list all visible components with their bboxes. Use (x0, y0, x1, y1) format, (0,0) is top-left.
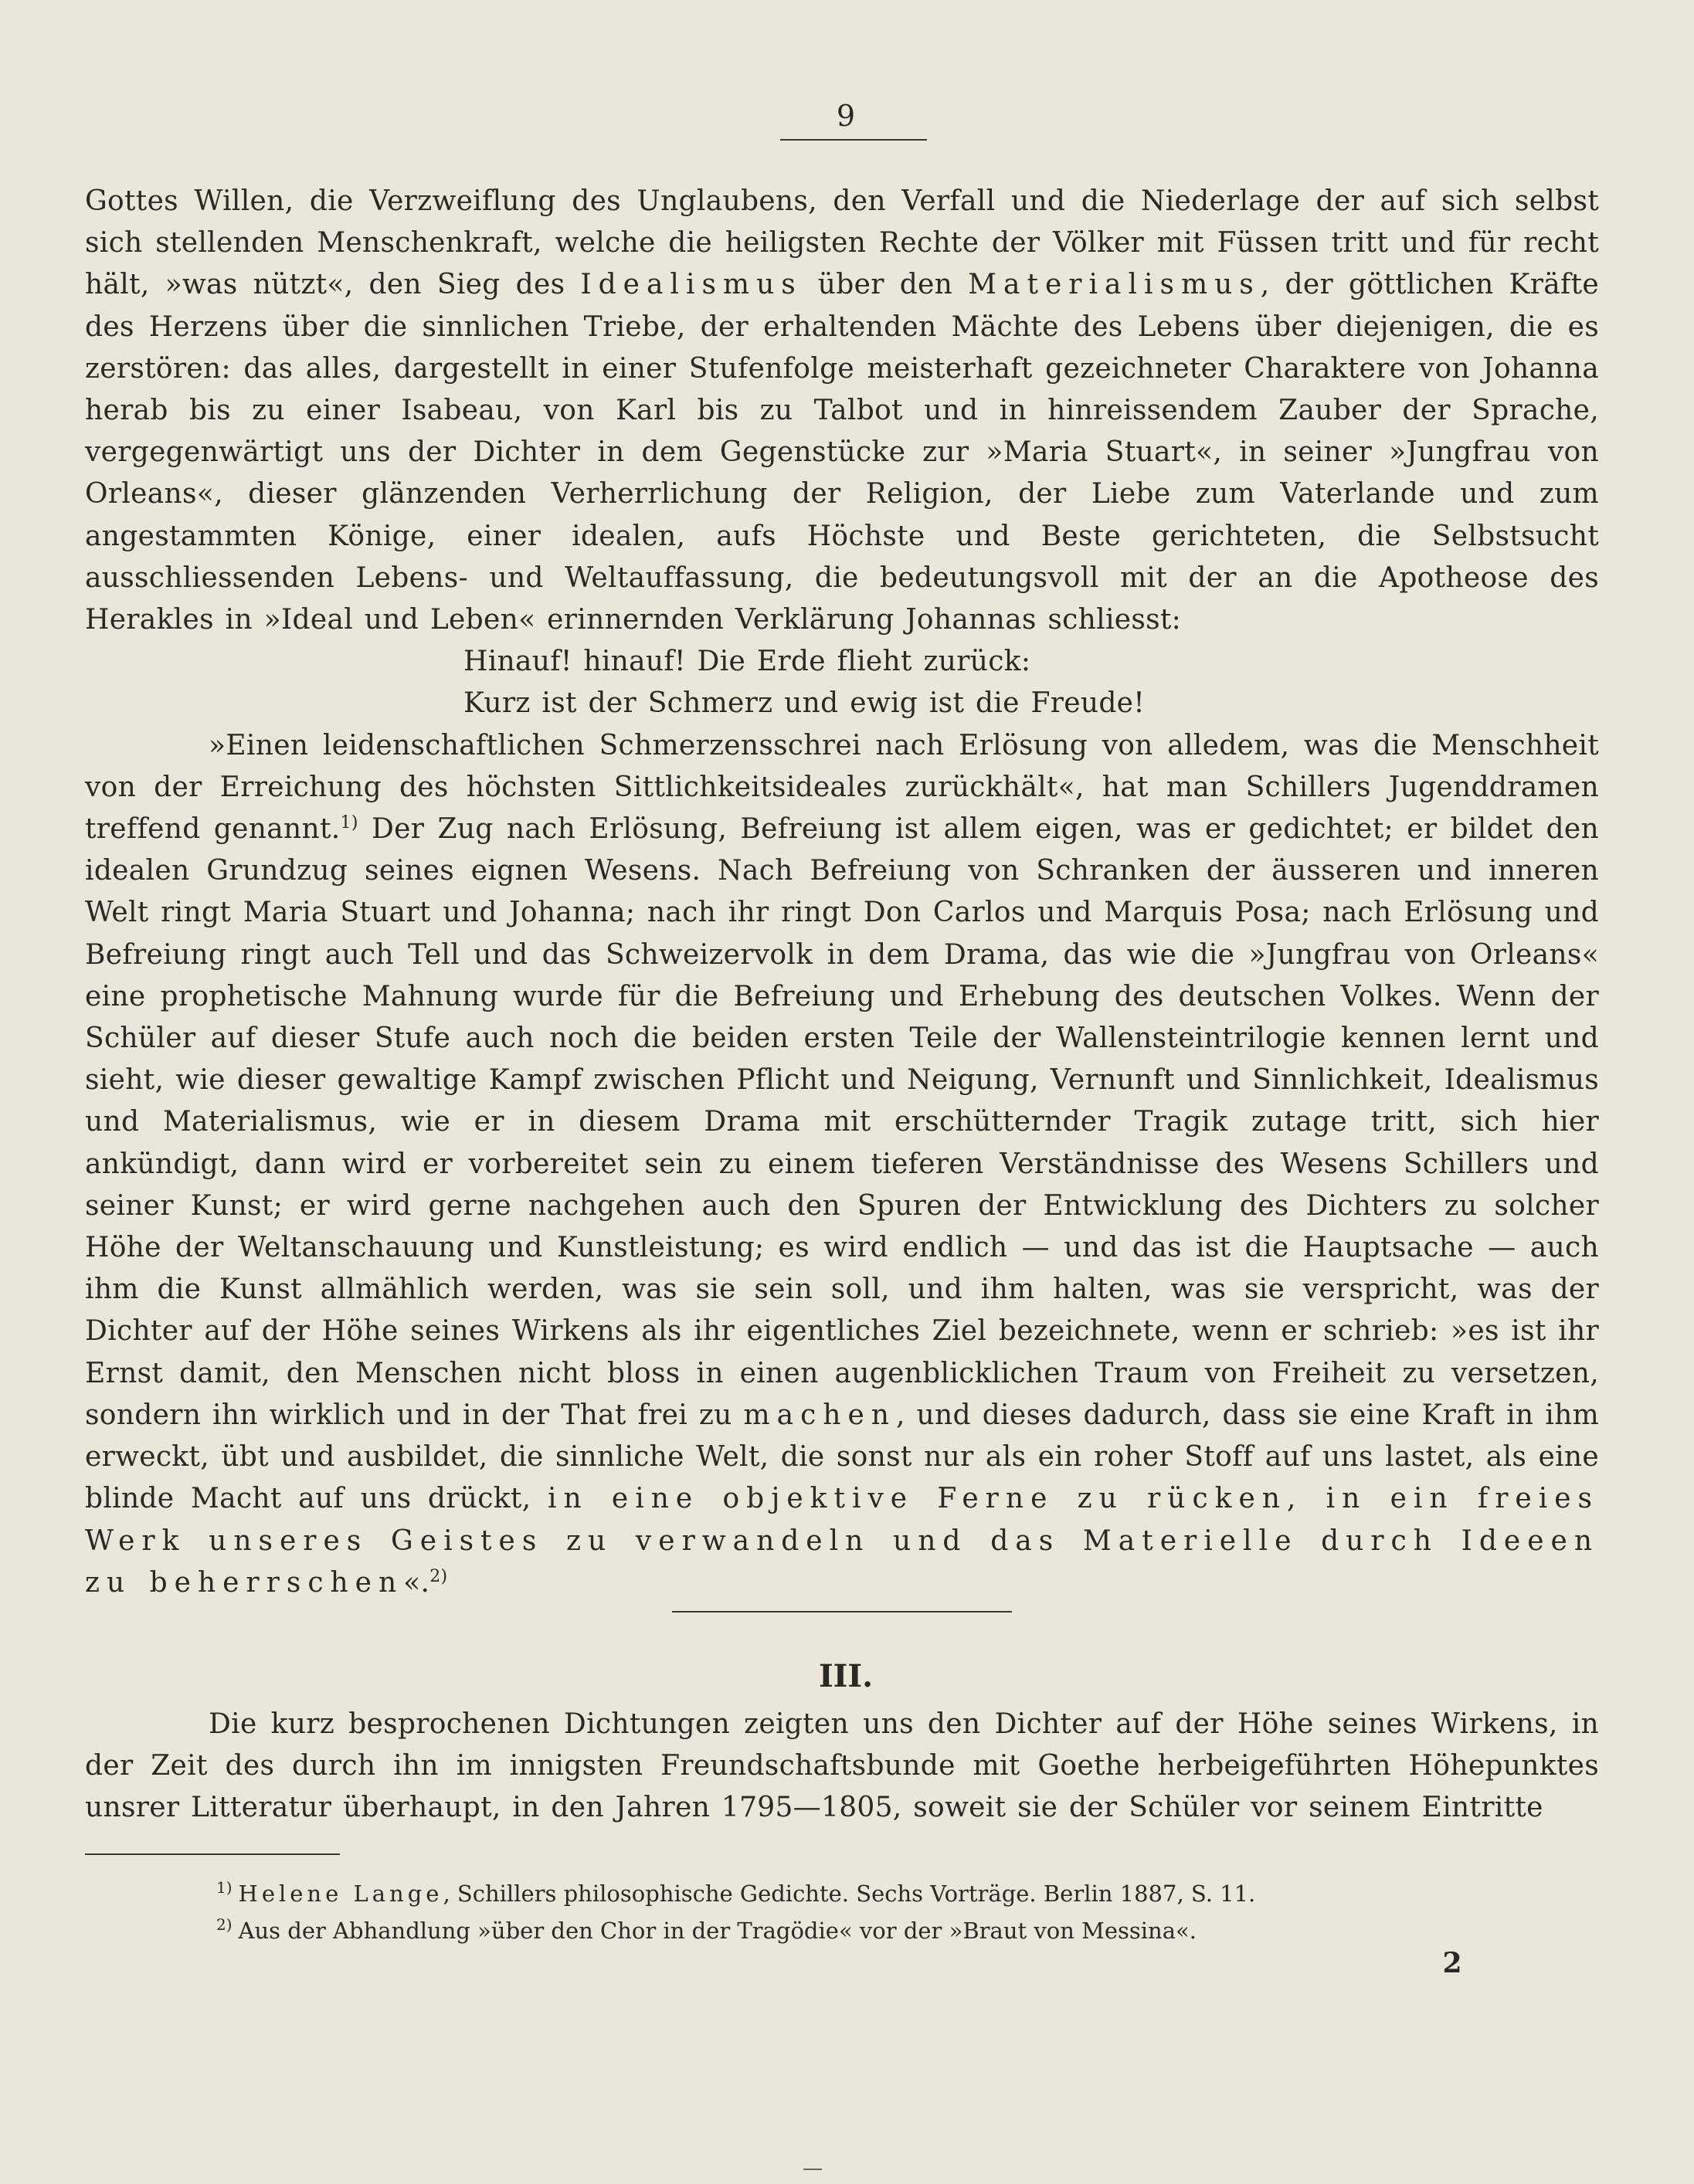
text-run: «. (403, 1566, 430, 1599)
footnote-ref: 1) (340, 813, 358, 833)
text-run: , der göttlichen Kräfte des Herzens über die sinnlichen Triebe, der erhaltenden Mächte des Lebens über diejenigen, die es zerstören: das alles, dargestellt in einer Stufenfolge meisterhaft gezeichneter Charaktere von Johanna herab bis zu einer Isabeau, von Karl bis zu Talbot und in hinreissendem Zauber der Sprache, vergegenwärtigt uns der Dichter in dem Gegenstücke zur »Maria Stuart«, in seiner »Jungfrau von Orleans«, dieser glänzenden Verherrlichung der Religion, der Liebe zum Vaterlande und zum angestammten Könige, einer idealen, aufs Höchste und Beste gerichteten, die Selbstsucht ausschliessenden Lebens- und Weltauffassung, die bedeutungsvoll mit der an die Apotheose des Herakles in »Ideal und Leben« erinnernden Verklärung Johannas schliesst: (85, 269, 1600, 636)
section-heading: III. (818, 1658, 874, 1694)
emphasized-text: in eine objektive Ferne zu rücken, in ein freies Werk unseres Geistes zu verwandeln und das Materielle durch Ideeen zu beherrschen (85, 1483, 1600, 1599)
emphasized-text: machen (743, 1399, 896, 1431)
footnote-rule (85, 1853, 340, 1855)
page-number: 9 (836, 99, 856, 133)
text-run: Der Zug nach Erlösung, Befreiung ist allem eigen, was er gedichtet; er bildet den idealen Grundzug seines eignen Wesens. Nach Befreiung von Schranken der äusseren und inneren Welt ringt Maria Stuart und Johanna; nach ihr ringt Don Carlos und Marquis Posa; nach Erlösung und Befreiung ringt auch Tell und das Schweizervolk in dem Drama, das wie die »Jungfrau von Orleans« eine prophetische Mahnung wurde für die Befreiung und Erhebung des deutschen Volkes. Wenn der Schüler auf dieser Stufe auch noch die beiden ersten Teile der Wallensteintrilogie kennen lernt und sieht, wie dieser gewaltige Kampf zwischen Pflicht und Neigung, Vernunft und Sinnlichkeit, Idealismus und Materialismus, wie er in diesem Drama mit erschütternder Tragik zutage tritt, sich hier ankündigt, dann wird er vorbereitet sein zu einem tieferen Verständnisse des Wesens Schillers und seiner Kunst; er wird gerne nachgehen auch den Spuren der Entwicklung des Dichters zu solcher Höhe der Weltanschauung und Kunstleistung; es wird endlich — und das ist die Hauptsache — auch ihm die Kunst allmählich werden, was sie sein soll, und ihm halten, was sie verspricht, was der Dichter auf der Höhe seines Wirkens als ihr eigentliches Ziel bezeichnete, wenn er schrieb: »es ist ihr Ernst damit, den Menschen nicht bloss in einen augenblicklichen Traum von Freiheit zu versetzen, sondern ihn wirklich und in der That frei zu (85, 813, 1599, 1431)
text-run: Gottes Willen, die Verzweiflung des Unglaubens, den Verfall und die Niederlage der auf sich selbst sich stellenden Menschenkraft, welche die heiligsten Rechte der Völker mit Füssen tritt und für recht hält, »was nützt«, den Sieg des (85, 185, 1599, 301)
header-rule (780, 139, 927, 141)
text-run: »Einen leidenschaftlichen Schmerzensschrei nach Erlösung von alledem, was die Menschheit von der Erreichung des höchsten Sittlichkeitsideales zurückhält«, hat man Schillers Jugenddramen treffend genannt. (85, 729, 1599, 846)
paragraph (85, 725, 1599, 1604)
text-run: , und dieses dadurch, dass sie eine Kraft in ihm erweckt, übt und ausbildet, die sinnliche Welt, die sonst nur als ein roher Stoff auf uns lastet, als eine blinde Macht auf uns drückt, (85, 1399, 1600, 1515)
footnote-mark: 2) (216, 1915, 233, 1935)
footnote (216, 1912, 1529, 1949)
footnote-text: Aus der Abhandlung »über den Chor in der Tragödie« vor der »Braut von Messina«. (238, 1918, 1197, 1944)
printer-signature: 2 (1442, 1947, 1462, 1979)
text-run: über den (802, 269, 969, 301)
footnote-ref: 2) (429, 1566, 448, 1586)
footnote (216, 1875, 1529, 1912)
main-text (85, 181, 1599, 1604)
bottom-mark (803, 2169, 822, 2170)
paragraph (85, 181, 1599, 641)
emphasized-text: Materialismus (968, 269, 1261, 301)
footnote-text: , Schillers philosophische Gedichte. Sechs Vorträge. Berlin 1887, S. 11. (443, 1880, 1256, 1907)
emphasized-text: Idealismus (580, 269, 803, 301)
footnote-mark: 1) (216, 1878, 233, 1897)
verse-line: Kurz ist der Schmerz und ewig ist die Freude! (463, 687, 1146, 720)
section-text (85, 1704, 1599, 1830)
verse-line: Hinauf! hinauf! Die Erde flieht zurück: (463, 646, 1031, 678)
footnote-author: Helene Lange (238, 1880, 443, 1907)
footnotes (216, 1875, 1529, 1949)
paragraph: Die kurz besprochenen Dichtungen zeigten uns den Dichter auf der Höhe seines Wirkens, in der Zeit des durch ihn im innigsten Freundschaftsbunde mit Goethe herbeigeführten Höhepunktes unsrer Litteratur überhaupt, in den Jahren 1795—1805, soweit sie der Schüler vor seinem Eintritte (85, 1708, 1599, 1824)
section-divider (672, 1611, 1012, 1613)
